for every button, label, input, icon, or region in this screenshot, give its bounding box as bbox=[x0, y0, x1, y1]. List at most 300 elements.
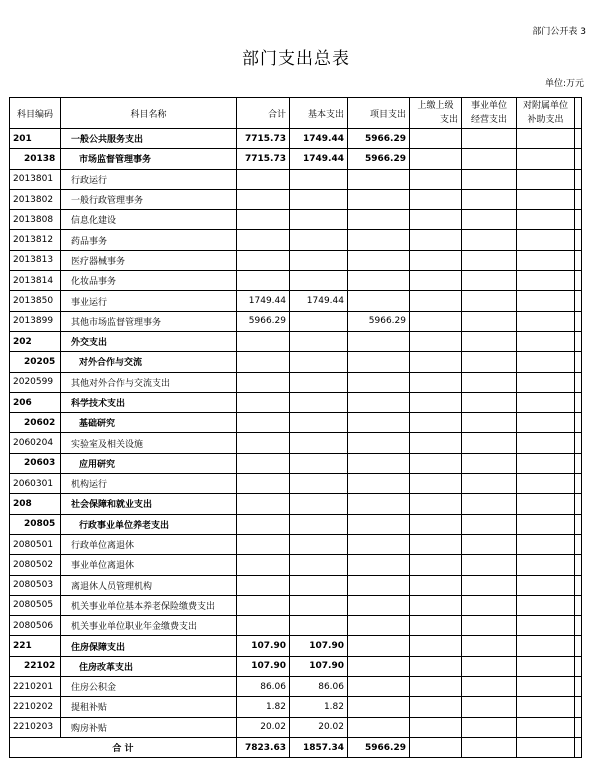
cell-total bbox=[237, 210, 290, 230]
cell-biz bbox=[462, 311, 517, 331]
cell-basic bbox=[290, 230, 348, 250]
cell-name: 事业运行 bbox=[61, 291, 237, 311]
cell-sub bbox=[517, 697, 575, 717]
cell-name: 提租补贴 bbox=[61, 697, 237, 717]
cell-sub bbox=[517, 494, 575, 514]
cell-code: 2060301 bbox=[10, 474, 61, 494]
cell-sub bbox=[517, 534, 575, 554]
cell-biz bbox=[462, 433, 517, 453]
cell-sub bbox=[517, 575, 575, 595]
table-row bbox=[10, 636, 582, 656]
cell-project bbox=[348, 271, 410, 291]
cell-project bbox=[348, 677, 410, 697]
cell-code: 2013812 bbox=[10, 230, 61, 250]
cell-basic bbox=[290, 474, 348, 494]
cell-project bbox=[348, 616, 410, 636]
cell-name: 机关事业单位基本养老保险缴费支出 bbox=[61, 595, 237, 615]
cell-name: 医疗器械事务 bbox=[61, 250, 237, 270]
cell-edge bbox=[575, 311, 582, 331]
cell-name: 离退休人员管理机构 bbox=[61, 575, 237, 595]
cell-name: 药品事务 bbox=[61, 230, 237, 250]
cell-upper bbox=[410, 616, 462, 636]
cell-code: 2080502 bbox=[10, 555, 61, 575]
cell-biz bbox=[462, 717, 517, 737]
cell-edge bbox=[575, 331, 582, 351]
cell-upper bbox=[410, 189, 462, 209]
cell-basic bbox=[290, 453, 348, 473]
cell-total: 1.82 bbox=[237, 697, 290, 717]
cell-upper bbox=[410, 210, 462, 230]
cell-sub bbox=[517, 474, 575, 494]
table-row bbox=[10, 230, 582, 250]
cell-name: 其他市场监督管理事务 bbox=[61, 311, 237, 331]
cell-sub bbox=[517, 595, 575, 615]
table-row bbox=[10, 534, 582, 554]
cell-basic bbox=[290, 575, 348, 595]
cell-name: 一般行政管理事务 bbox=[61, 189, 237, 209]
cell-total bbox=[237, 189, 290, 209]
cell-total bbox=[237, 271, 290, 291]
cell-edge bbox=[575, 575, 582, 595]
cell-biz bbox=[462, 453, 517, 473]
cell-total bbox=[237, 413, 290, 433]
cell-edge bbox=[575, 210, 582, 230]
cell-sub bbox=[517, 230, 575, 250]
cell-edge bbox=[575, 656, 582, 676]
cell-name: 事业单位离退休 bbox=[61, 555, 237, 575]
header-name: 科目名称 bbox=[61, 98, 237, 129]
cell-project bbox=[348, 352, 410, 372]
cell-project bbox=[348, 656, 410, 676]
cell-sub bbox=[517, 453, 575, 473]
cell-code: 20138 bbox=[10, 149, 61, 169]
cell-upper bbox=[410, 230, 462, 250]
total-basic: 1857.34 bbox=[290, 737, 348, 757]
cell-edge bbox=[575, 595, 582, 615]
cell-sub bbox=[517, 656, 575, 676]
cell-upper bbox=[410, 413, 462, 433]
header-sub-line1: 对附属单位 bbox=[522, 101, 568, 111]
cell-basic bbox=[290, 494, 348, 514]
cell-code: 20602 bbox=[10, 413, 61, 433]
cell-code: 2013802 bbox=[10, 189, 61, 209]
cell-basic bbox=[290, 331, 348, 351]
total-sum: 7823.63 bbox=[237, 737, 290, 757]
cell-name: 其他对外合作与交流支出 bbox=[61, 372, 237, 392]
cell-total bbox=[237, 534, 290, 554]
cell-biz bbox=[462, 331, 517, 351]
cell-basic bbox=[290, 352, 348, 372]
cell-code: 20805 bbox=[10, 514, 61, 534]
cell-code: 2013850 bbox=[10, 291, 61, 311]
cell-project bbox=[348, 210, 410, 230]
cell-total: 7715.73 bbox=[237, 129, 290, 149]
cell-project bbox=[348, 372, 410, 392]
cell-upper bbox=[410, 352, 462, 372]
cell-edge bbox=[575, 717, 582, 737]
cell-basic bbox=[290, 413, 348, 433]
cell-name: 实验室及相关设施 bbox=[61, 433, 237, 453]
cell-biz bbox=[462, 169, 517, 189]
cell-sub bbox=[517, 331, 575, 351]
cell-project bbox=[348, 291, 410, 311]
cell-basic bbox=[290, 555, 348, 575]
cell-project: 5966.29 bbox=[348, 129, 410, 149]
header-edge bbox=[575, 98, 582, 129]
total-label: 合 计 bbox=[10, 737, 237, 757]
table-row bbox=[10, 474, 582, 494]
cell-name: 住房改革支出 bbox=[61, 656, 237, 676]
cell-project bbox=[348, 575, 410, 595]
cell-biz bbox=[462, 474, 517, 494]
cell-project bbox=[348, 433, 410, 453]
cell-biz bbox=[462, 250, 517, 270]
cell-biz bbox=[462, 352, 517, 372]
cell-upper bbox=[410, 494, 462, 514]
cell-name: 行政事业单位养老支出 bbox=[61, 514, 237, 534]
table-row bbox=[10, 616, 582, 636]
doc-label: 部门公开表 3 bbox=[532, 27, 586, 37]
cell-sub bbox=[517, 149, 575, 169]
cell-code: 2080501 bbox=[10, 534, 61, 554]
cell-total bbox=[237, 433, 290, 453]
header-basic: 基本支出 bbox=[290, 98, 348, 129]
header-project: 项目支出 bbox=[348, 98, 410, 129]
cell-name: 住房保障支出 bbox=[61, 636, 237, 656]
cell-name: 机关事业单位职业年金缴费支出 bbox=[61, 616, 237, 636]
cell-basic bbox=[290, 514, 348, 534]
cell-basic bbox=[290, 250, 348, 270]
cell-edge bbox=[575, 149, 582, 169]
cell-total bbox=[237, 453, 290, 473]
cell-biz bbox=[462, 413, 517, 433]
cell-name: 行政运行 bbox=[61, 169, 237, 189]
cell-basic bbox=[290, 433, 348, 453]
cell-name: 对外合作与交流 bbox=[61, 352, 237, 372]
cell-code: 208 bbox=[10, 494, 61, 514]
cell-upper bbox=[410, 291, 462, 311]
cell-upper bbox=[410, 453, 462, 473]
cell-basic bbox=[290, 169, 348, 189]
table-row bbox=[10, 169, 582, 189]
cell-biz bbox=[462, 494, 517, 514]
cell-code: 2013813 bbox=[10, 250, 61, 270]
cell-total: 7715.73 bbox=[237, 149, 290, 169]
table-row bbox=[10, 575, 582, 595]
table-row bbox=[10, 129, 582, 149]
cell-name: 化妆品事务 bbox=[61, 271, 237, 291]
cell-total: 5966.29 bbox=[237, 311, 290, 331]
cell-code: 202 bbox=[10, 331, 61, 351]
cell-basic: 20.02 bbox=[290, 717, 348, 737]
cell-upper bbox=[410, 717, 462, 737]
cell-code: 2080505 bbox=[10, 595, 61, 615]
table-row bbox=[10, 555, 582, 575]
cell-basic: 1749.44 bbox=[290, 291, 348, 311]
cell-upper bbox=[410, 271, 462, 291]
cell-name: 外交支出 bbox=[61, 331, 237, 351]
cell-basic: 86.06 bbox=[290, 677, 348, 697]
cell-basic: 1749.44 bbox=[290, 129, 348, 149]
cell-upper bbox=[410, 311, 462, 331]
table-row bbox=[10, 453, 582, 473]
cell-edge bbox=[575, 189, 582, 209]
cell-sub bbox=[517, 169, 575, 189]
header-upper bbox=[410, 98, 462, 129]
cell-basic bbox=[290, 311, 348, 331]
cell-edge bbox=[575, 474, 582, 494]
total-row bbox=[10, 737, 582, 757]
cell-code: 2060204 bbox=[10, 433, 61, 453]
cell-total: 1749.44 bbox=[237, 291, 290, 311]
cell-project bbox=[348, 392, 410, 412]
cell-sub bbox=[517, 129, 575, 149]
cell-basic bbox=[290, 372, 348, 392]
cell-project bbox=[348, 717, 410, 737]
cell-basic: 1749.44 bbox=[290, 149, 348, 169]
cell-biz bbox=[462, 575, 517, 595]
cell-basic bbox=[290, 189, 348, 209]
cell-upper bbox=[410, 534, 462, 554]
cell-total: 107.90 bbox=[237, 636, 290, 656]
table-row bbox=[10, 210, 582, 230]
cell-sub bbox=[517, 433, 575, 453]
cell-sub bbox=[517, 616, 575, 636]
cell-code: 206 bbox=[10, 392, 61, 412]
cell-biz bbox=[462, 555, 517, 575]
cell-sub bbox=[517, 392, 575, 412]
cell-name: 科学技术支出 bbox=[61, 392, 237, 412]
cell-upper bbox=[410, 331, 462, 351]
cell-code: 2013814 bbox=[10, 271, 61, 291]
cell-biz bbox=[462, 656, 517, 676]
table-row bbox=[10, 656, 582, 676]
cell-edge bbox=[575, 636, 582, 656]
page-title: 部门支出总表 bbox=[242, 49, 350, 69]
cell-edge bbox=[575, 616, 582, 636]
cell-sub bbox=[517, 372, 575, 392]
cell-total: 86.06 bbox=[237, 677, 290, 697]
cell-edge bbox=[575, 494, 582, 514]
cell-edge bbox=[575, 169, 582, 189]
cell-biz bbox=[462, 210, 517, 230]
cell-name: 购房补贴 bbox=[61, 717, 237, 737]
cell-total bbox=[237, 331, 290, 351]
cell-total bbox=[237, 555, 290, 575]
cell-biz bbox=[462, 595, 517, 615]
cell-code: 2210203 bbox=[10, 717, 61, 737]
cell-basic bbox=[290, 271, 348, 291]
cell-biz bbox=[462, 230, 517, 250]
cell-basic bbox=[290, 595, 348, 615]
total-biz bbox=[462, 737, 517, 757]
cell-upper bbox=[410, 474, 462, 494]
cell-code: 2210202 bbox=[10, 697, 61, 717]
cell-project bbox=[348, 189, 410, 209]
cell-name: 基础研究 bbox=[61, 413, 237, 433]
cell-sub bbox=[517, 514, 575, 534]
table-row bbox=[10, 392, 582, 412]
table-body bbox=[10, 129, 582, 738]
table-row bbox=[10, 697, 582, 717]
table-row bbox=[10, 514, 582, 534]
cell-total: 20.02 bbox=[237, 717, 290, 737]
table-row bbox=[10, 352, 582, 372]
cell-project bbox=[348, 514, 410, 534]
cell-name: 市场监督管理事务 bbox=[61, 149, 237, 169]
cell-upper bbox=[410, 149, 462, 169]
cell-sub bbox=[517, 311, 575, 331]
cell-upper bbox=[410, 250, 462, 270]
cell-biz bbox=[462, 514, 517, 534]
header-sub-line2: 补助支出 bbox=[527, 115, 564, 125]
cell-code: 2080506 bbox=[10, 616, 61, 636]
cell-upper bbox=[410, 656, 462, 676]
table-row bbox=[10, 189, 582, 209]
cell-total bbox=[237, 494, 290, 514]
header-sub bbox=[517, 98, 575, 129]
cell-biz bbox=[462, 392, 517, 412]
cell-total bbox=[237, 250, 290, 270]
cell-edge bbox=[575, 534, 582, 554]
cell-project bbox=[348, 555, 410, 575]
cell-upper bbox=[410, 169, 462, 189]
table-row bbox=[10, 331, 582, 351]
table-row bbox=[10, 149, 582, 169]
cell-edge bbox=[575, 677, 582, 697]
header-upper-line2: 支出 bbox=[439, 115, 458, 125]
cell-name: 一般公共服务支出 bbox=[61, 129, 237, 149]
cell-project bbox=[348, 331, 410, 351]
cell-name: 行政单位离退休 bbox=[61, 534, 237, 554]
cell-total bbox=[237, 474, 290, 494]
total-sub bbox=[517, 737, 575, 757]
total-project: 5966.29 bbox=[348, 737, 410, 757]
cell-code: 2210201 bbox=[10, 677, 61, 697]
table-row bbox=[10, 291, 582, 311]
cell-code: 20603 bbox=[10, 453, 61, 473]
cell-code: 2013899 bbox=[10, 311, 61, 331]
cell-basic: 107.90 bbox=[290, 656, 348, 676]
cell-basic bbox=[290, 392, 348, 412]
table-row bbox=[10, 433, 582, 453]
cell-edge bbox=[575, 392, 582, 412]
cell-edge bbox=[575, 129, 582, 149]
table-row bbox=[10, 494, 582, 514]
cell-biz bbox=[462, 697, 517, 717]
cell-biz bbox=[462, 271, 517, 291]
cell-total bbox=[237, 575, 290, 595]
cell-biz bbox=[462, 636, 517, 656]
table-row bbox=[10, 595, 582, 615]
cell-basic bbox=[290, 616, 348, 636]
total-upper bbox=[410, 737, 462, 757]
cell-project: 5966.29 bbox=[348, 149, 410, 169]
cell-total bbox=[237, 352, 290, 372]
cell-code: 2080503 bbox=[10, 575, 61, 595]
cell-project bbox=[348, 494, 410, 514]
header-biz bbox=[462, 98, 517, 129]
cell-project bbox=[348, 697, 410, 717]
cell-name: 信息化建设 bbox=[61, 210, 237, 230]
cell-edge bbox=[575, 453, 582, 473]
cell-upper bbox=[410, 697, 462, 717]
cell-edge bbox=[575, 291, 582, 311]
cell-upper bbox=[410, 677, 462, 697]
header-biz-line1: 事业单位 bbox=[470, 101, 507, 111]
cell-edge bbox=[575, 555, 582, 575]
header-code: 科目编码 bbox=[10, 98, 61, 129]
cell-project bbox=[348, 250, 410, 270]
cell-project: 5966.29 bbox=[348, 311, 410, 331]
cell-name: 社会保障和就业支出 bbox=[61, 494, 237, 514]
cell-total bbox=[237, 514, 290, 534]
cell-upper bbox=[410, 392, 462, 412]
cell-sub bbox=[517, 413, 575, 433]
cell-biz bbox=[462, 129, 517, 149]
cell-project bbox=[348, 413, 410, 433]
cell-total bbox=[237, 392, 290, 412]
cell-edge bbox=[575, 433, 582, 453]
cell-project bbox=[348, 230, 410, 250]
cell-code: 2020599 bbox=[10, 372, 61, 392]
header-total: 合计 bbox=[237, 98, 290, 129]
cell-code: 20205 bbox=[10, 352, 61, 372]
table-row bbox=[10, 717, 582, 737]
cell-sub bbox=[517, 250, 575, 270]
cell-edge bbox=[575, 250, 582, 270]
cell-sub bbox=[517, 189, 575, 209]
cell-biz bbox=[462, 677, 517, 697]
cell-edge bbox=[575, 352, 582, 372]
cell-upper bbox=[410, 129, 462, 149]
cell-edge bbox=[575, 697, 582, 717]
cell-upper bbox=[410, 595, 462, 615]
cell-code: 221 bbox=[10, 636, 61, 656]
cell-sub bbox=[517, 210, 575, 230]
cell-basic bbox=[290, 534, 348, 554]
header-upper-line1: 上缴上级 bbox=[417, 101, 454, 111]
cell-sub bbox=[517, 271, 575, 291]
cell-project bbox=[348, 453, 410, 473]
cell-biz bbox=[462, 291, 517, 311]
table-row bbox=[10, 413, 582, 433]
cell-upper bbox=[410, 636, 462, 656]
cell-edge bbox=[575, 514, 582, 534]
header-biz-line2: 经营支出 bbox=[470, 115, 507, 125]
table-row bbox=[10, 372, 582, 392]
table-row bbox=[10, 271, 582, 291]
unit-label: 单位:万元 bbox=[544, 79, 584, 89]
cell-biz bbox=[462, 616, 517, 636]
cell-upper bbox=[410, 575, 462, 595]
cell-biz bbox=[462, 372, 517, 392]
cell-sub bbox=[517, 717, 575, 737]
cell-sub bbox=[517, 352, 575, 372]
cell-basic: 1.82 bbox=[290, 697, 348, 717]
cell-project bbox=[348, 474, 410, 494]
cell-edge bbox=[575, 271, 582, 291]
cell-total: 107.90 bbox=[237, 656, 290, 676]
cell-biz bbox=[462, 149, 517, 169]
cell-basic bbox=[290, 210, 348, 230]
expenditure-table bbox=[9, 97, 582, 758]
cell-total bbox=[237, 372, 290, 392]
table-header-row bbox=[10, 98, 582, 129]
cell-project bbox=[348, 169, 410, 189]
cell-sub bbox=[517, 291, 575, 311]
cell-edge bbox=[575, 230, 582, 250]
